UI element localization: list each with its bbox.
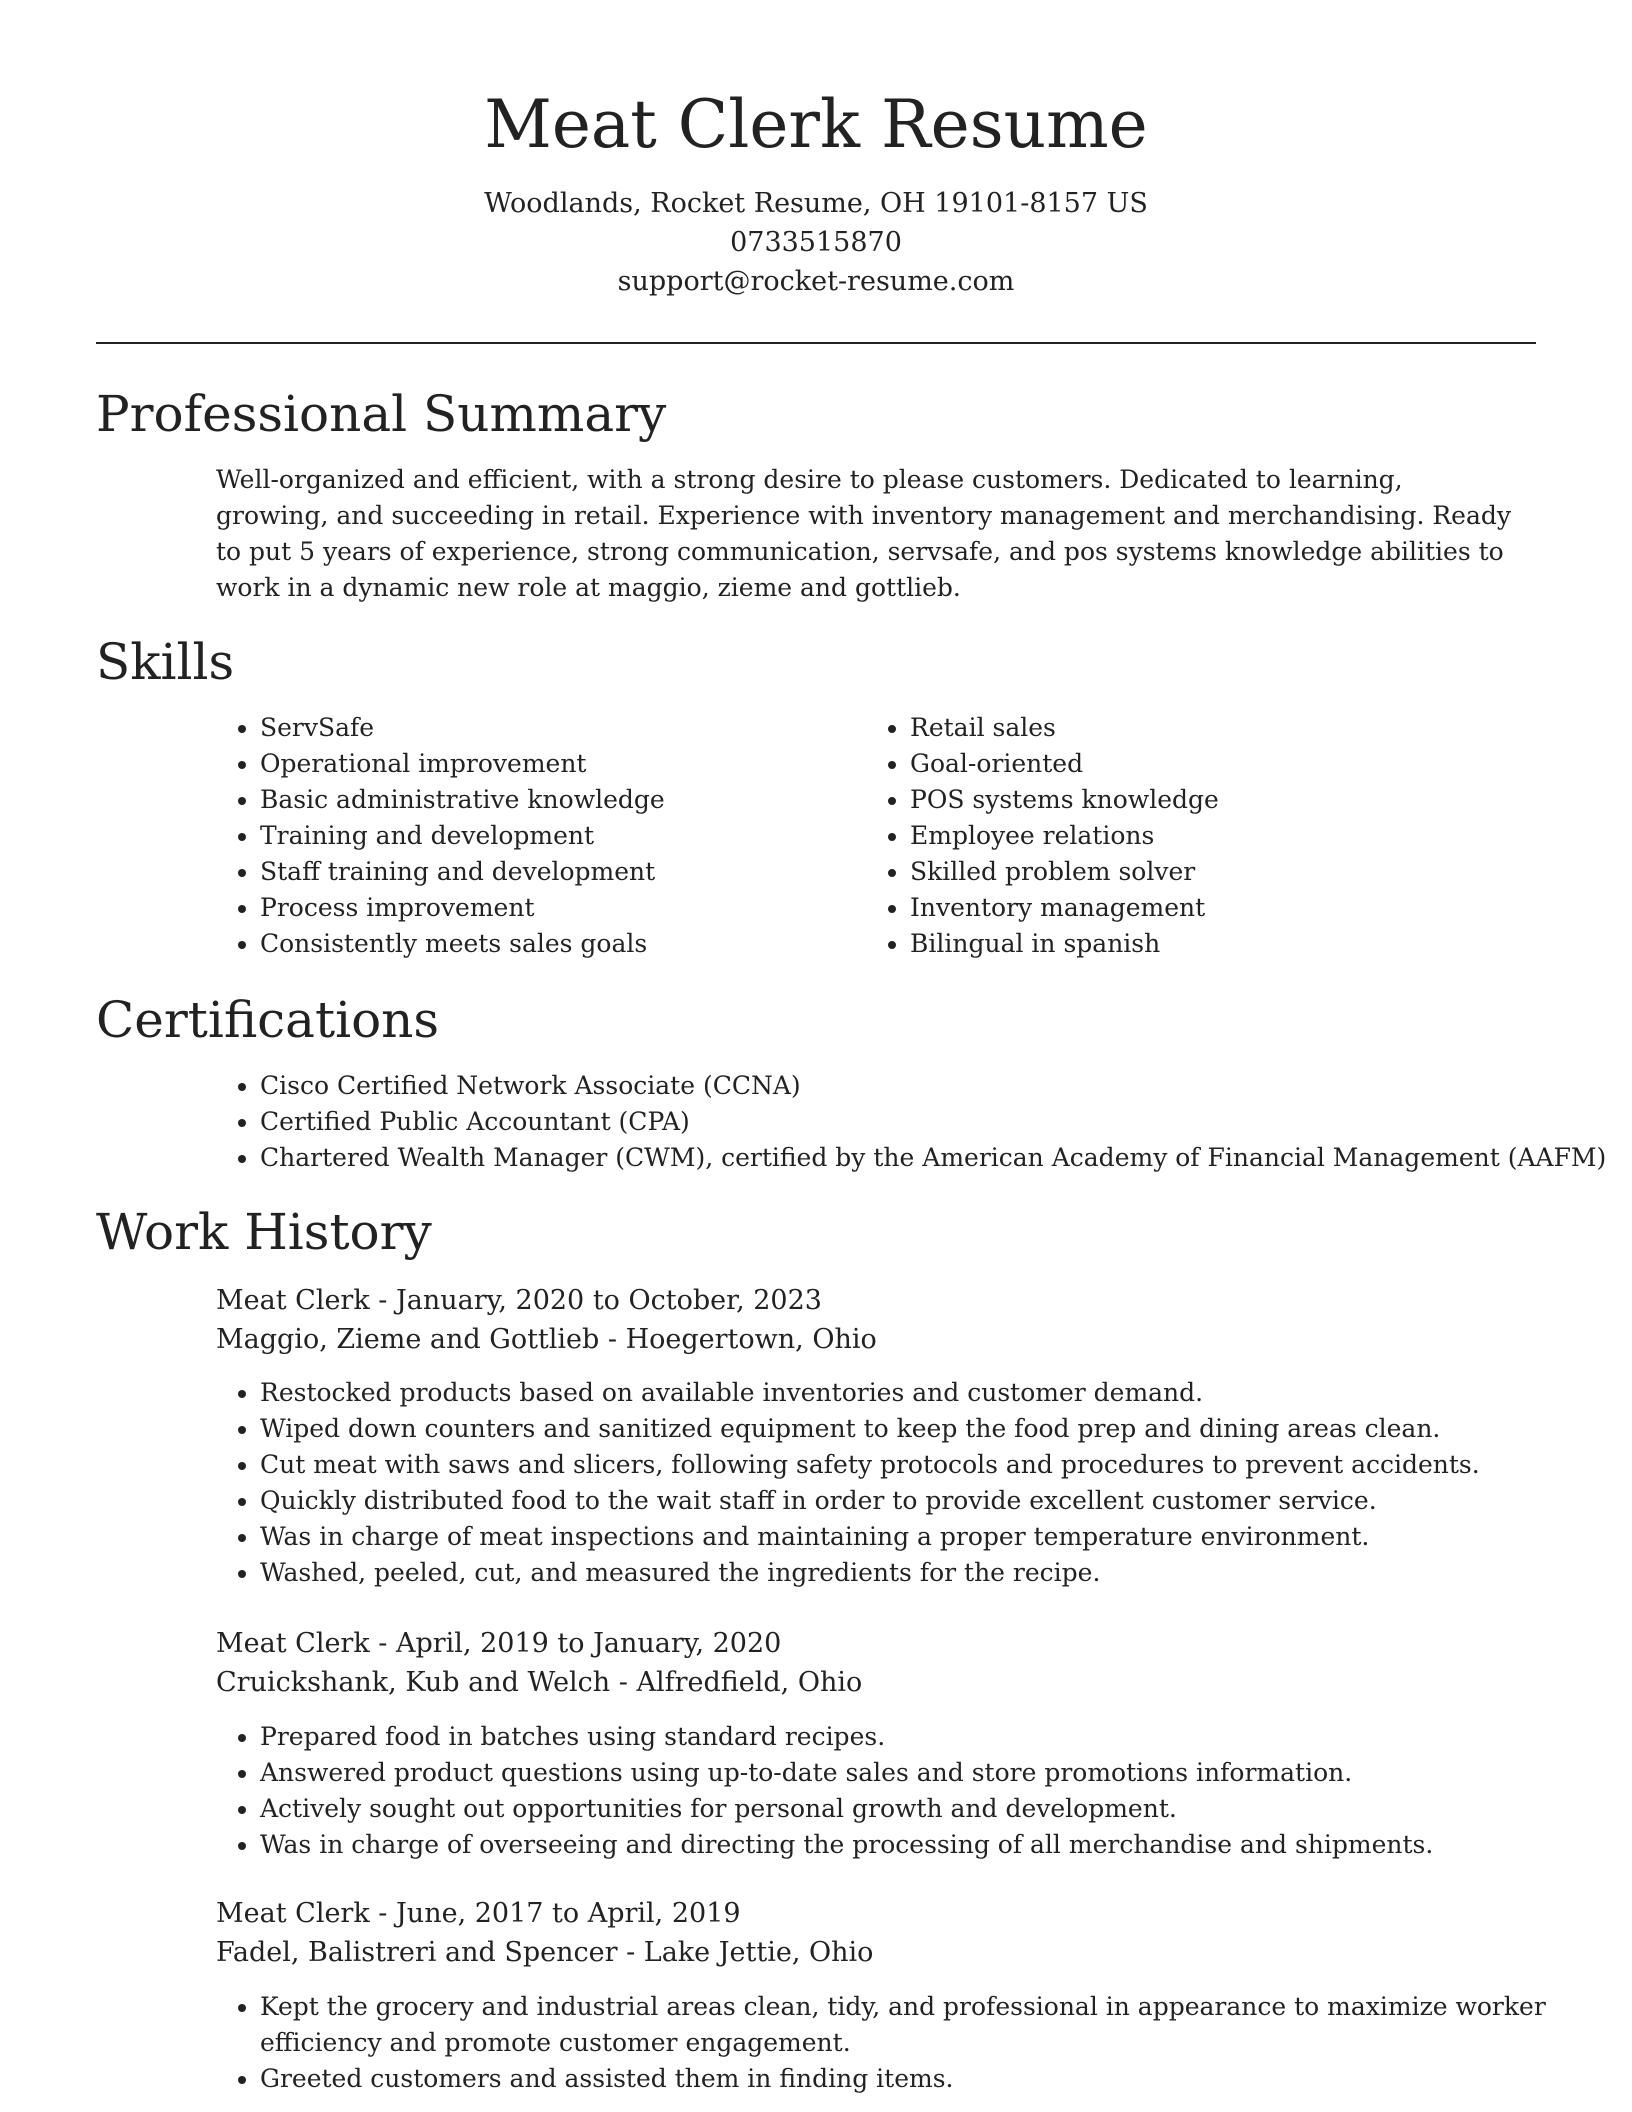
list-item: • Training and development bbox=[260, 818, 860, 854]
job-company-line: Maggio, Zieme and Gottlieb - Hoegertown, Ohio bbox=[216, 1324, 877, 1355]
list-item: • Certified Public Accountant (CPA) bbox=[260, 1104, 1632, 1140]
list-item: • Actively sought out opportunities for personal growth and development. bbox=[260, 1791, 1600, 1827]
list-item: • Cut meat with saws and slicers, following safety protocols and procedures to prevent accidents. bbox=[260, 1447, 1600, 1483]
list-item: • Prepared food in batches using standard recipes. bbox=[260, 1719, 1600, 1755]
skills-heading: Skills bbox=[96, 633, 235, 691]
list-item: • Employee relations bbox=[910, 818, 1510, 854]
summary-heading: Professional Summary bbox=[96, 385, 667, 443]
job-company-line: Cruickshank, Kub and Welch - Alfredfield, Ohio bbox=[216, 1667, 863, 1698]
job-title-line: Meat Clerk - April, 2019 to January, 2020 bbox=[216, 1628, 782, 1659]
list-item: • Inventory management bbox=[910, 890, 1510, 926]
list-item: • Chartered Wealth Manager (CWM), certified by the American Academy of Financial Management (AAFM) bbox=[260, 1140, 1632, 1176]
job-company-line: Fadel, Balistreri and Spencer - Lake Jettie, Ohio bbox=[216, 1937, 874, 1968]
skills-list-right bbox=[866, 710, 1510, 962]
job-bullets bbox=[216, 1989, 1560, 2097]
list-item: • Was in charge of meat inspections and maintaining a proper temperature environment. bbox=[260, 1519, 1600, 1555]
email: support@rocket-resume.com bbox=[617, 266, 1015, 297]
list-item: • Consistently meets sales goals bbox=[260, 926, 860, 962]
list-item: • Skilled problem solver bbox=[910, 854, 1510, 890]
job-title-line: Meat Clerk - June, 2017 to April, 2019 bbox=[216, 1898, 741, 1929]
list-item: • ServSafe bbox=[260, 710, 860, 746]
job-bullets bbox=[216, 1375, 1600, 1591]
list-item: • Greeted customers and assisted them in finding items. bbox=[260, 2061, 1560, 2097]
summary-text: Well-organized and efficient, with a strong desire to please customers. Dedicated to learning, growing, and succeeding in retail. Experience with inventory management and merchandising. Ready to put 5 years of experience, strong communication, servsafe, and pos systems knowledge abilities to work in a dynamic new role at maggio, zieme and gottlieb. bbox=[216, 465, 1512, 602]
list-item: • Cisco Certified Network Associate (CCNA) bbox=[260, 1068, 1632, 1104]
list-item: • Washed, peeled, cut, and measured the ingredients for the recipe. bbox=[260, 1555, 1600, 1591]
job-bullets bbox=[216, 1719, 1600, 1863]
certifications-list bbox=[216, 1068, 1632, 1176]
list-item: • Goal-oriented bbox=[910, 746, 1510, 782]
certifications-heading: Certifications bbox=[96, 991, 440, 1049]
skills-list-left bbox=[216, 710, 860, 962]
list-item: • Operational improvement bbox=[260, 746, 860, 782]
list-item: • Answered product questions using up-to-date sales and store promotions information. bbox=[260, 1755, 1600, 1791]
list-item: • Process improvement bbox=[260, 890, 860, 926]
list-item: • Wiped down counters and sanitized equipment to keep the food prep and dining areas clean. bbox=[260, 1411, 1600, 1447]
contact-block bbox=[0, 184, 1632, 301]
header-divider bbox=[96, 342, 1536, 344]
list-item: • Kept the grocery and industrial areas clean, tidy, and professional in appearance to maximize worker efficiency and promote customer engagement. bbox=[260, 1989, 1560, 2061]
list-item: • Basic administrative knowledge bbox=[260, 782, 860, 818]
list-item: • Quickly distributed food to the wait staff in order to provide excellent customer service. bbox=[260, 1483, 1600, 1519]
job-title-line: Meat Clerk - January, 2020 to October, 2023 bbox=[216, 1285, 822, 1316]
list-item: • Staff training and development bbox=[260, 854, 860, 890]
list-item: • Was in charge of overseeing and directing the processing of all merchandise and shipments. bbox=[260, 1827, 1600, 1863]
list-item: • Bilingual in spanish bbox=[910, 926, 1510, 962]
resume-title: Meat Clerk Resume bbox=[484, 86, 1148, 163]
work-history-heading: Work History bbox=[96, 1203, 432, 1261]
address: Woodlands, Rocket Resume, OH 19101-8157 US bbox=[484, 188, 1148, 219]
list-item: • Restocked products based on available inventories and customer demand. bbox=[260, 1375, 1600, 1411]
resume-header bbox=[0, 80, 1632, 301]
list-item: • POS systems knowledge bbox=[910, 782, 1510, 818]
phone: 0733515870 bbox=[730, 227, 902, 258]
list-item: • Retail sales bbox=[910, 710, 1510, 746]
